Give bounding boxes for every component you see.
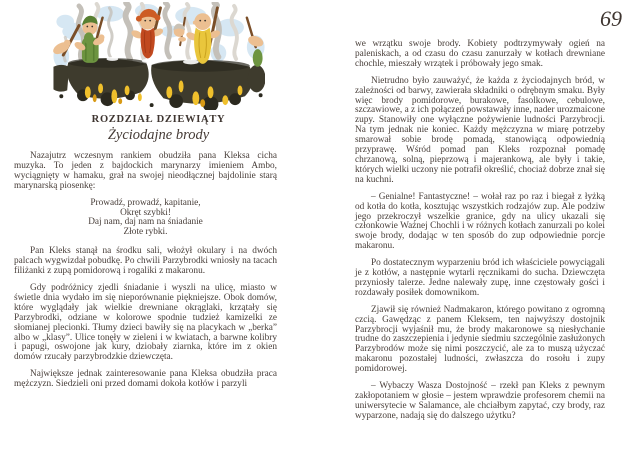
verse-line: Prowadź, prowadź, kapitanie, bbox=[90, 197, 201, 208]
chapter-kicker: ROZDZIAŁ DZIEWIĄTY bbox=[91, 114, 226, 125]
paragraph: Nietrudno było zauważyć, że każda z życiodajnych bród, w zależności od barwy, zawierała składniki o odrębnym smaku. Były więc brody pomidorowe, burakowe, fasolkowe, cebulowe, szczawiowe, a z ich połączeń powstawały inne, nader urozmaicone zupy. Stanowiły one wyłączne pożywienie ludności Parzybrocji. Na tym jednak nie koniec. Każdy mężczyzna w miarę potrzeby smarował sobie brodę pomadą, stanowiącą odpowiednią przyprawę. Wśród pomad pan Kleks rozpoznał pomadę chrzanową, solną, pieprzową i majerankową, ale były i takie, których wielki uczony nie potrafił określić, chociaż dobrze znał się na kuchni. bbox=[355, 75, 605, 185]
verse-line: Daj nam, daj nam na śniadanie bbox=[88, 217, 203, 228]
cauldrons bbox=[53, 58, 265, 110]
paragraph: – Wybaczy Wasza Dostojność – rzekł pan Kleks z pewnym zakłopotaniem w głosie – jestem wprawdzie profesorem chemii na uniwersytecie w Salamance, ale chciałbym zapytać, czy brody, raz wyparzone, nadają się do dalszego użytku? bbox=[355, 381, 605, 421]
paragraph: Zjawił się również Nadmakaron, którego powitano z ogromną czcią. Gawędząc z panem Kleksem, ten najwyższy dostojnik Parzybrocji wyjaśnił mu, że brody makaronowe są niesłychanie trudne do zaszczepienia i jedynie siedmiu szczególnie zasłużonych Parzybrodów może się nimi poszczycić, ale za to muszą użyczać makaronu pozostałej ludności, zwłaszcza do rosołu i zupy pomidorowej. bbox=[355, 304, 605, 375]
paragraph: we wrzątku swoje brody. Kobiety podtrzymywały ogień na paleniskach, a od czasu do czasu zanurzały w kotłach drewniane chochle, mieszały wrzątek i próbowały jego smak. bbox=[355, 39, 605, 69]
paragraph: Po dostatecznym wyparzeniu bród ich właściciele powyciągali je z kotłów, a następnie wytarli ręcznikami do sucha. Dziewczęta przyniosły talerze. Jedne nalewały zupę, inne częstowały gości i rozdawały posiłek domownikom. bbox=[355, 258, 605, 298]
chapter-title: Życiodajne brody bbox=[107, 127, 210, 143]
right-edge-cook-arm bbox=[246, 18, 264, 67]
chapter-illustration bbox=[53, 2, 265, 110]
paragraph: Nazajutrz wczesnym rankiem obudziła pana Kleksa cicha muzyka. To jeden z bajdockich marynarzy imieniem Ambo, wyciągnięty w hamaku, grał na swojej nieodłącznej bajdolinie starą marynarską piosenkę: bbox=[14, 151, 277, 191]
paragraph: Pan Kleks stanął na środku sali, włożył okulary i na dwóch palcach wygwizdał pobudkę. Po chwili Parzybrodki wniosły na tacach filiżanki z zupą pomidorową i rogaliki z makaronu. bbox=[14, 246, 277, 277]
verse-line: Okręt szybki! bbox=[120, 207, 171, 218]
right-page bbox=[317, 0, 635, 458]
sailor-song-verse bbox=[14, 199, 277, 239]
right-text-column bbox=[355, 40, 605, 422]
paragraph: Gdy podróżnicy zjedli śniadanie i wyszli na ulicę, miasto w świetle dnia wydało im się nieporównanie piękniejsze. Obok domów, które wyglądały jak wielkie drewniane okrąglaki, krzątały się Parzybrodki, odziane w kolorowe spodnie tudzież kamizelki ze słomianej plecionki. Tłumy dzieci bawiły się na placykach w „berka” albo w „klasy”. Ulice tonęły w zieleni i w kwiatach, a barwne kolibry i papugi, oswojone jak kury, dziobały ziarnka, które im z okien domów rzucały parzybrodzkie dziewczęta. bbox=[14, 282, 277, 363]
cauldron-scene-illustration bbox=[53, 2, 265, 110]
left-page bbox=[0, 0, 317, 458]
verse-line: Złote rybki. bbox=[123, 227, 168, 238]
paragraph: – Genialne! Fantastyczne! – wołał raz po raz i biegał z łyżką od kotła do kotła, kosztując wszystkich rodzajów zup. Ale podziw jego przekroczył wszelkie granice, gdy na ulicy ukazali się członkowie Ważnej Chochli i w różnych kotłach zanurzali po kolei swoje brody, dodając w ten sposób do zup odpowiednie porcje makaronu. bbox=[355, 191, 605, 252]
red-beard-cook bbox=[130, 8, 164, 59]
left-text-column bbox=[14, 152, 277, 390]
paragraph: Największe jednak zainteresowanie pana Kleksa obudziła praca mężczyzn. Siedzieli oni przed domami dokoła kotłów i parzyli bbox=[14, 369, 277, 390]
page-number: 69 bbox=[600, 6, 622, 31]
